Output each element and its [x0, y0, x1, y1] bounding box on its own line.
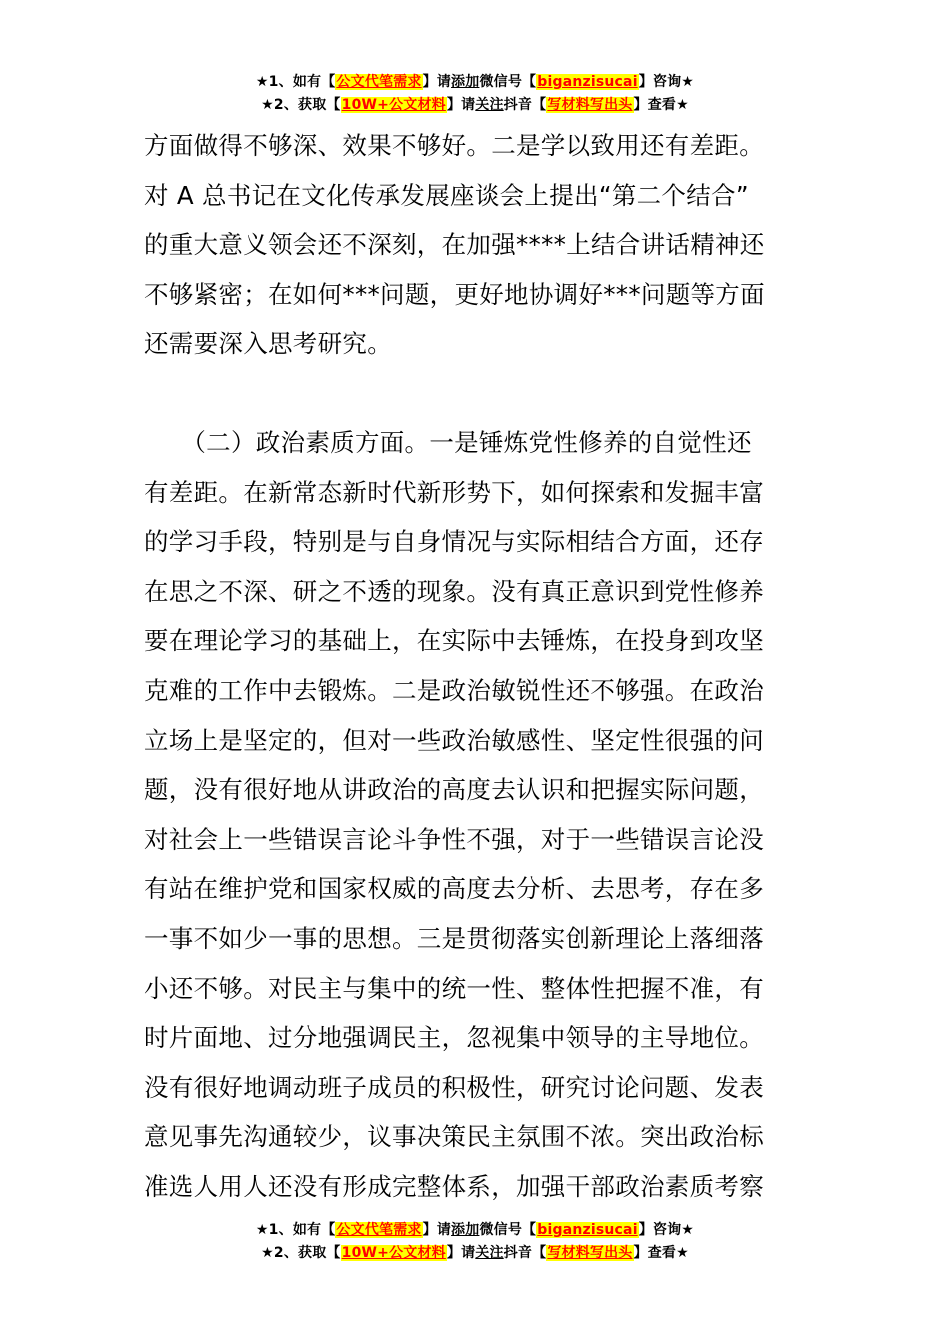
text-line: 小还不够。对民主与集中的统一性、整体性把握不准，有: [144, 973, 764, 1003]
text-line: 意见事先沟通较少，议事决策民主氛围不浓。突出政治标: [144, 1122, 764, 1152]
paragraph-political-quality: [144, 418, 808, 1212]
text-line: 方面做得不够深、效果不够好。二是学以致用还有差距。: [144, 131, 764, 160]
text-line: 没有很好地调动班子成员的积极性，研究讨论问题、发表: [144, 1072, 764, 1102]
text-line: 题，没有很好地从讲政治的高度去认识和把握实际问题，: [144, 775, 764, 805]
text-line: 的重大意义领会还不深刻，在加强****上结合讲话精神还: [144, 230, 765, 260]
banner-line-2: ★2、获取【10W+公文材料】请关注抖音【写材料写出头】查看★: [261, 97, 689, 113]
text-line: 克难的工作中去锻炼。二是政治敏锐性还不够强。在政治: [144, 675, 764, 705]
wechat-id-highlight: biganzisucai: [537, 1222, 638, 1238]
text-line: （二）政治素质方面。一是锤炼党性修养的自觉性还: [144, 428, 752, 457]
text-line: 对社会上一些错误言论斗争性不强，对于一些错误言论没: [144, 824, 764, 854]
text-line: 时片面地、过分地强调民主，忽视集中领导的主导地位。: [144, 1023, 764, 1053]
text-line: 一事不如少一事的思想。三是贯彻落实创新理论上落细落: [144, 923, 764, 953]
text-line: 还需要深入思考研究。: [144, 329, 392, 359]
service-highlight: 公文代笔需求: [336, 1222, 422, 1238]
header-banner: [0, 71, 950, 117]
text-line: 的学习手段，特别是与自身情况与实际相结合方面，还存: [144, 527, 764, 557]
paragraph-continuation: [144, 121, 808, 369]
text-line: 有站在维护党和国家权威的高度去分析、去思考，存在多: [144, 874, 764, 904]
text-line: 要在理论学习的基础上，在实际中去锤炼，在投身到攻坚: [144, 626, 764, 656]
text-line: 准选人用人还没有形成完整体系，加强干部政治素质考察: [144, 1171, 764, 1201]
text-line: 有差距。在新常态新时代新形势下，如何探索和发掘丰富: [144, 477, 764, 507]
text-line: 立场上是坚定的，但对一些政治敏感性、坚定性很强的问: [144, 725, 764, 755]
douyin-highlight: 写材料写出头: [547, 97, 633, 113]
text-line: 不够紧密；在如何***问题，更好地协调好***问题等方面: [144, 279, 765, 309]
text-line: 在思之不深、研之不透的现象。没有真正意识到党性修养: [144, 576, 764, 606]
materials-highlight: 10W+公文材料: [341, 1245, 446, 1261]
service-highlight: 公文代笔需求: [336, 74, 422, 90]
banner-line-1: ★1、如有【公文代笔需求】请添加微信号【biganzisucai】咨询★: [255, 74, 695, 90]
text-line: 对 A 总书记在文化传承发展座谈会上提出“第二个结合”: [144, 180, 749, 210]
footer-banner: [0, 1219, 950, 1265]
douyin-highlight: 写材料写出头: [547, 1245, 633, 1261]
banner-line-2: ★2、获取【10W+公文材料】请关注抖音【写材料写出头】查看★: [261, 1245, 689, 1261]
materials-highlight: 10W+公文材料: [341, 97, 446, 113]
wechat-id-highlight: biganzisucai: [537, 74, 638, 90]
banner-line-1: ★1、如有【公文代笔需求】请添加微信号【biganzisucai】咨询★: [255, 1222, 695, 1238]
